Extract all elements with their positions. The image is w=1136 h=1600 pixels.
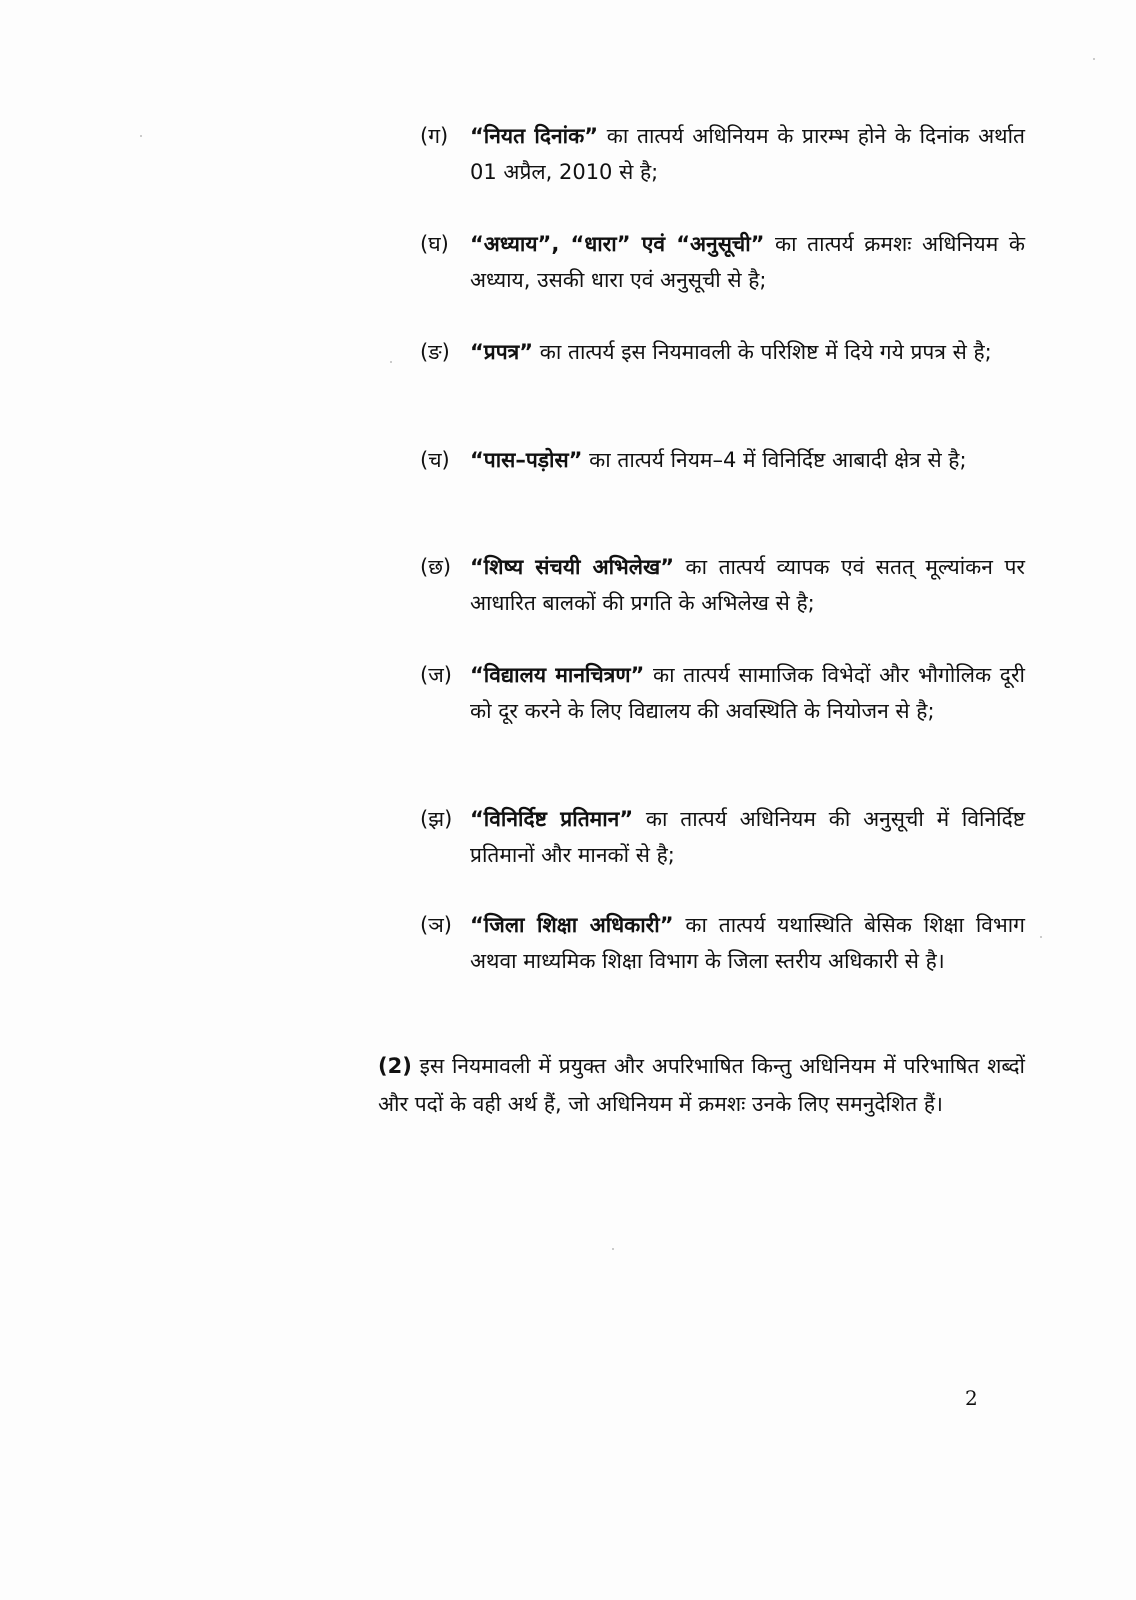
- page-number: 2: [965, 1386, 978, 1410]
- item-marker: (छ): [420, 555, 452, 579]
- definition-item-nga: [420, 334, 1025, 370]
- item-body: का तात्पर्य इस नियमावली के परिशिष्ट में दिये गये प्रपत्र से है;: [533, 340, 992, 364]
- item-text: [470, 907, 1025, 979]
- item-marker: (घ): [420, 232, 449, 256]
- item-term: “शिष्य संचयी अभिलेख”: [470, 555, 675, 579]
- scan-speck: [1093, 58, 1095, 60]
- item-marker: (ज): [420, 663, 452, 687]
- definition-item-gha: [420, 226, 1025, 298]
- scan-speck: [390, 361, 392, 363]
- item-text: [470, 334, 1025, 370]
- item-body: का तात्पर्य नियम–4 में विनिर्दिष्ट आबादी क्षेत्र से है;: [582, 448, 967, 472]
- item-body: का तात्पर्य व्यापक एवं सतत् मूल्यांकन पर आधारित बालकों की प्रगति के अभिलेख से है;: [470, 555, 1025, 615]
- paragraph-marker: (2): [378, 1054, 412, 1078]
- definition-item-cha: [420, 442, 1025, 478]
- item-marker: (झ): [420, 807, 453, 831]
- item-term: “अध्याय”, “धारा” एवं “अनुसूची”: [470, 232, 765, 256]
- scan-speck: [140, 135, 142, 137]
- item-text: [470, 226, 1025, 298]
- item-body: का तात्पर्य यथास्थिति बेसिक शिक्षा विभाग अथवा माध्यमिक शिक्षा विभाग के जिला स्तरीय अधिकारी से है।: [470, 913, 1025, 973]
- item-marker: (ग): [420, 124, 449, 148]
- item-body: का तात्पर्य क्रमशः अधिनियम के अध्याय, उसकी धारा एवं अनुसूची से है;: [470, 232, 1025, 292]
- paragraph-text: इस नियमावली में प्रयुक्त और अपरिभाषित किन्तु अधिनियम में परिभाषित शब्दों और पदों के वही अर्थ हैं, जो अधिनियम में क्रमशः उनके लिए समनुदेशित हैं।: [378, 1054, 1025, 1116]
- scan-speck: [612, 1248, 614, 1250]
- item-body: का तात्पर्य अधिनियम की अनुसूची में विनिर्दिष्ट प्रतिमानों और मानकों से है;: [470, 807, 1025, 867]
- item-term: “विद्यालय मानचित्रण”: [470, 663, 645, 687]
- item-text: [470, 549, 1025, 621]
- item-term: “पास–पड़ोस”: [470, 448, 583, 472]
- paragraph-2: [378, 1047, 1025, 1123]
- item-marker: (च): [420, 448, 450, 472]
- item-marker: (ञ): [420, 913, 452, 937]
- item-text: [470, 118, 1025, 190]
- item-body: का तात्पर्य अधिनियम के प्रारम्भ होने के दिनांक अर्थात 01 अप्रैल, 2010 से है;: [470, 124, 1025, 184]
- scan-speck: [1040, 936, 1042, 938]
- item-marker: (ङ): [420, 340, 450, 364]
- item-term: “नियत दिनांक”: [470, 124, 599, 148]
- item-term: “विनिर्दिष्ट प्रतिमान”: [470, 807, 634, 831]
- item-text: [470, 657, 1025, 729]
- item-term: “प्रपत्र”: [470, 340, 534, 364]
- definition-item-nya: [420, 907, 1025, 979]
- definition-item-chha: [420, 549, 1025, 621]
- definition-item-ja: [420, 657, 1025, 729]
- item-text: [470, 801, 1025, 873]
- definition-item-ga: [420, 118, 1025, 190]
- item-term: “जिला शिक्षा अधिकारी”: [470, 913, 674, 937]
- definition-item-jha: [420, 801, 1025, 873]
- item-body: का तात्पर्य सामाजिक विभेदों और भौगोलिक दूरी को दूर करने के लिए विद्यालय की अवस्थिति के नियोजन से है;: [470, 663, 1025, 723]
- item-text: [470, 442, 1025, 478]
